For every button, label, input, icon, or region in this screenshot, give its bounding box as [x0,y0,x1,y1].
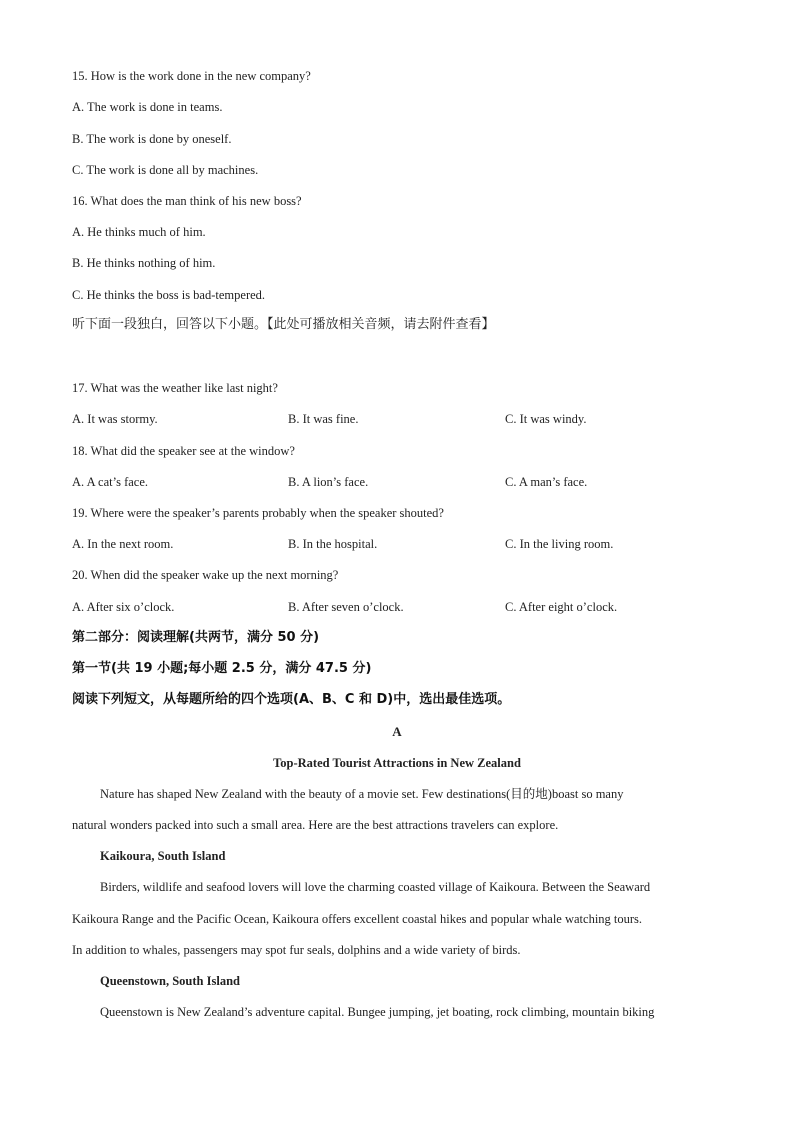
kaikoura-line-3: In addition to whales, passengers may spot fur seals, dolphins and a wide variety of birds. [72,943,521,957]
passage-intro-line-2: natural wonders packed into such a small area. Here are the best attractions travelers can explore. [72,818,559,832]
q16-option-a: A. He thinks much of him. [72,225,206,239]
question-16: 16. What does the man think of his new boss? [72,194,302,208]
q18-option-b: B. A lion’s face. [288,475,369,489]
passage-intro-line-1: Nature has shaped New Zealand with the beauty of a movie set. Few destinations(目的地)boast so many [100,787,624,801]
q15-option-b: B. The work is done by oneself. [72,132,232,146]
listening-instruction: 听下面一段独白，回答以下小题。【此处可播放相关音频，请去附件查看】 [72,317,495,332]
q20-option-b: B. After seven o’clock. [288,600,404,614]
q17-option-a: A. It was stormy. [72,412,158,426]
q20-options [72,599,752,615]
passage-letter: A [392,724,402,739]
part2-section1: 第一节(共 19 小题;每小题 2.5 分，满分 47.5 分) [72,661,372,676]
queenstown-heading: Queenstown, South Island [100,974,240,988]
passage-title: Top-Rated Tourist Attractions in New Zealand [273,756,521,770]
q17-options [72,411,752,427]
kaikoura-line-2: Kaikoura Range and the Pacific Ocean, Kaikoura offers excellent coastal hikes and popular whale watching tours. [72,912,643,926]
q18-options [72,474,752,490]
q18-option-c: C. A man’s face. [505,475,588,489]
kaikoura-line-1: Birders, wildlife and seafood lovers will love the charming coasted village of Kaikoura. Between the Seaward [100,880,651,894]
question-20: 20. When did the speaker wake up the next morning? [72,568,339,582]
question-15: 15. How is the work done in the new company? [72,69,311,83]
q19-option-c: C. In the living room. [505,537,614,551]
q19-option-a: A. In the next room. [72,537,174,551]
q20-option-c: C. After eight o’clock. [505,600,618,614]
part2-instruction: 阅读下列短文，从每题所给的四个选项(A、B、C 和 D)中，选出最佳选项。 [72,692,511,707]
q17-option-c: C. It was windy. [505,412,587,426]
q16-option-c: C. He thinks the boss is bad-tempered. [72,288,266,302]
q16-option-b: B. He thinks nothing of him. [72,256,216,270]
q15-option-c: C. The work is done all by machines. [72,163,259,177]
question-19: 19. Where were the speaker’s parents probably when the speaker shouted? [72,506,444,520]
question-18: 18. What did the speaker see at the window? [72,444,295,458]
q18-option-a: A. A cat’s face. [72,475,149,489]
q17-option-b: B. It was fine. [288,412,359,426]
question-17: 17. What was the weather like last night? [72,381,278,395]
q19-options [72,536,752,552]
part2-heading: 第二部分：阅读理解(共两节，满分 50 分) [72,630,320,645]
q19-option-b: B. In the hospital. [288,537,378,551]
kaikoura-heading: Kaikoura, South Island [100,849,226,863]
q15-option-a: A. The work is done in teams. [72,100,223,114]
q20-option-a: A. After six o’clock. [72,600,175,614]
queenstown-line-1: Queenstown is New Zealand’s adventure capital. Bungee jumping, jet boating, rock climbing, mountain biking [100,1005,655,1019]
